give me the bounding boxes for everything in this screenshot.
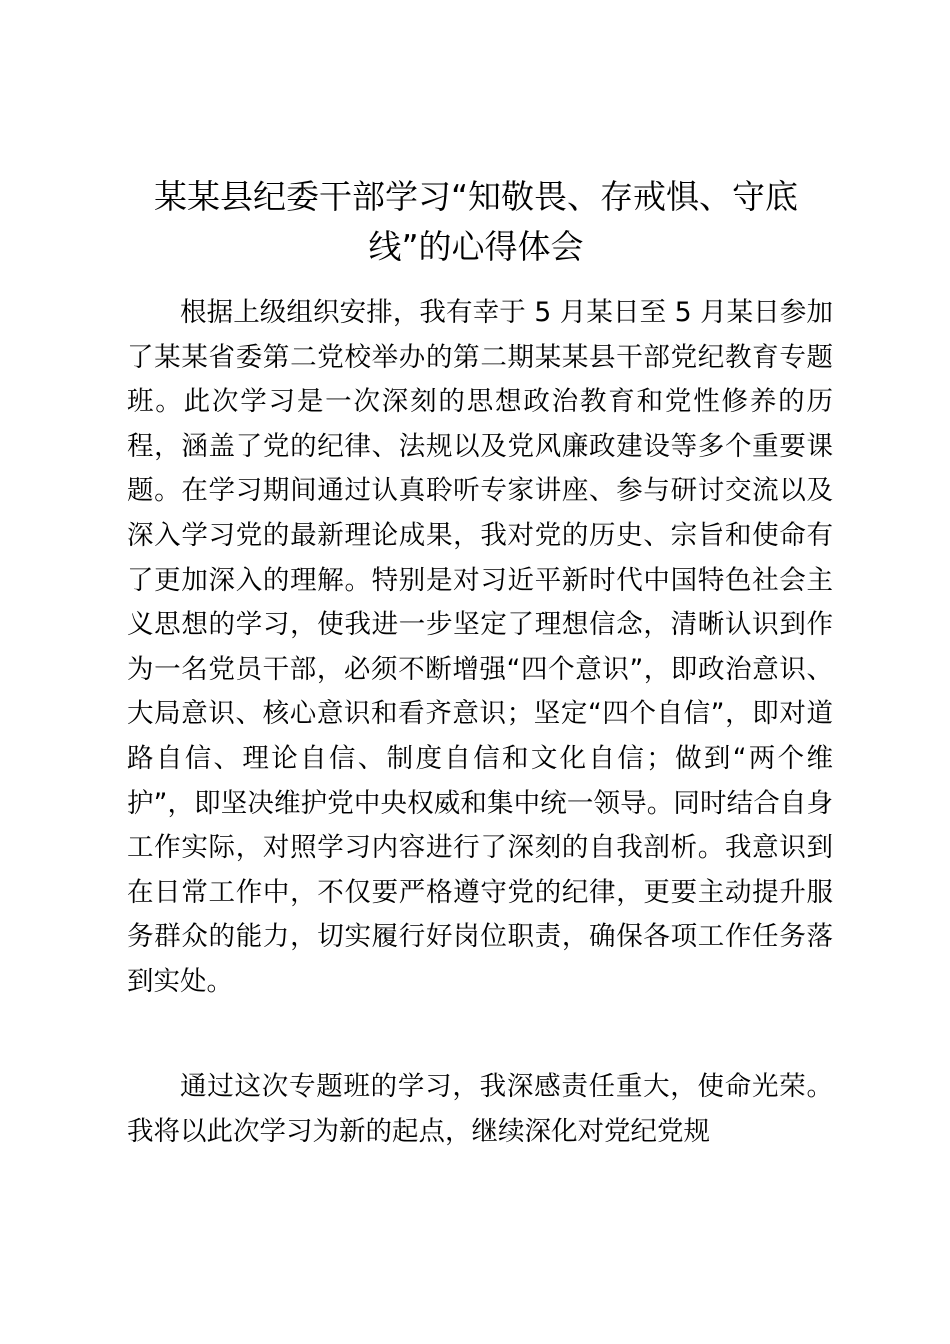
- document-title: 某某县纪委干部学习“知敬畏、存戒惧、守底线”的心得体会: [153, 177, 799, 266]
- body-paragraph-1: 根据上级组织安排，我有幸于 5 月某日至 5 月某日参加了某某省委第二党校举办的第二期某某县干部党纪教育专题班。此次学习是一次深刻的思想政治教育和党性修养的历程，涵盖了党的纪律、法规以及党风廉政建设等多个重要课题。在学习期间通过认真聆听专家讲座、参与研讨交流以及深入学习党的最新理论成果，我对党的历史、宗旨和使命有了更加深入的理解。特别是对习近平新时代中国特色社会主义思想的学习，使我进一步坚定了理想信念，清晰认识到作为一名党员干部，必须不断增强“四个意识”，即政治意识、大局意识、核心意识和看齐意识；坚定“四个自信”，即对道路自信、理论自信、制度自信和文化自信；做到“两个维护”，即坚决维护党中央权威和集中统一领导。同时结合自身工作实际，对照学习内容进行了深刻的自我剖析。我意识到在日常工作中，不仅要严格遵守党的纪律，更要主动提升服务群众的能力，切实履行好岗位职责，确保各项工作任务落到实处。: [127, 297, 833, 997]
- body-paragraph-2: 通过这次专题班的学习，我深感责任重大，使命光荣。我将以此次学习为新的起点，继续深化对党纪党规: [127, 1071, 833, 1147]
